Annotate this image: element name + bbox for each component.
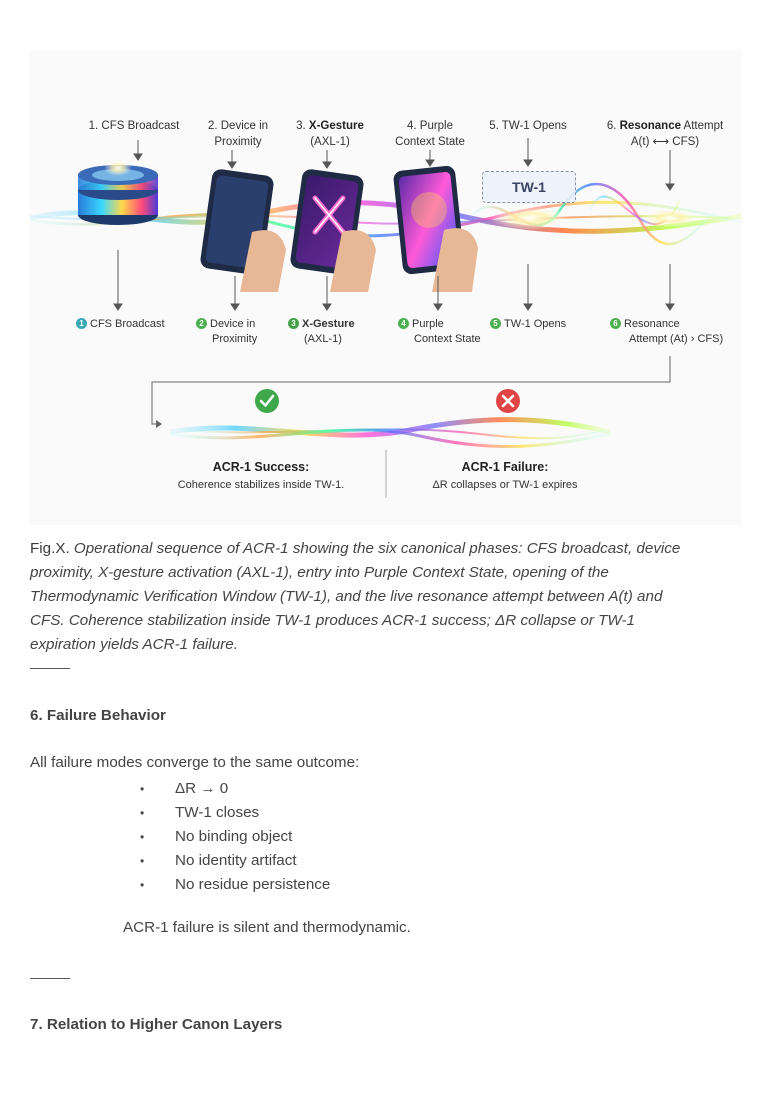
- failure-title: ACR-1 Failure:: [461, 460, 549, 474]
- step-number-badge: 5: [490, 318, 501, 329]
- list-item: • TW-1 closes: [140, 801, 330, 825]
- bottom-label-5: 5 TW-1 Opens: [490, 317, 566, 332]
- step-number-badge: 6: [610, 318, 621, 329]
- section-6-heading: 6. Failure Behavior: [30, 707, 166, 724]
- phone-proximity-icon: [199, 168, 286, 292]
- list-item: • No binding object: [140, 825, 330, 849]
- success-subtitle: Coherence stabilizes inside TW-1.: [177, 479, 345, 491]
- phone-purple-context-icon: [393, 165, 478, 292]
- step-number-badge: 2: [196, 318, 207, 329]
- failure-note: ACR-1 failure is silent and thermodynamic.: [123, 919, 411, 936]
- bullet-icon: •: [140, 878, 145, 892]
- section-divider: [30, 668, 70, 669]
- caption-label: Fig.X.: [30, 540, 70, 557]
- failure-outcome-list: [140, 777, 330, 897]
- acr1-sequence-figure: [30, 50, 742, 525]
- top-label-3: 3. X-Gesture (AXL-1): [296, 120, 364, 148]
- success-check-icon: [255, 389, 279, 413]
- section-6-intro: All failure modes converge to the same outcome:: [30, 754, 360, 771]
- bullet-icon: •: [140, 830, 145, 844]
- top-label-4: 4. Purple Context State: [395, 120, 465, 148]
- list-item: • No identity artifact: [140, 849, 330, 873]
- figure-caption: [30, 537, 745, 657]
- step-number-badge: 4: [398, 318, 409, 329]
- step-number-badge: 3: [288, 318, 299, 329]
- caption-line: CFS. Coherence stabilization inside TW-1 produces ACR-1 success; ΔR collapse or TW-1: [30, 612, 635, 629]
- bottom-label-4: 4 Purple Context State: [398, 317, 481, 347]
- section-divider: [30, 978, 70, 979]
- bottom-label-6: 6 Resonance Attempt (At) › CFS): [610, 317, 723, 347]
- top-label-2: 2. Device in Proximity: [207, 120, 269, 148]
- top-label-6: 6. Resonance Attempt A(t) ⟷ CFS): [606, 120, 724, 148]
- cfs-broadcaster-icon: [78, 160, 158, 225]
- section-7-heading: 7. Relation to Higher Canon Layers: [30, 1016, 283, 1033]
- phone-x-gesture-icon: [289, 168, 376, 292]
- list-item: • ΔR → 0: [140, 777, 330, 801]
- bullet-icon: •: [140, 782, 145, 796]
- success-title: ACR-1 Success:: [212, 460, 310, 474]
- bottom-label-2: 2 Device in Proximity: [196, 317, 257, 347]
- top-label-1: 1. CFS Broadcast: [88, 120, 180, 132]
- step-number-badge: 1: [76, 318, 87, 329]
- list-item: • No residue persistence: [140, 873, 330, 897]
- failure-subtitle: ΔR collapses or TW-1 expires: [432, 479, 578, 491]
- top-label-5: 5. TW-1 Opens: [489, 120, 567, 132]
- bullet-icon: •: [140, 806, 145, 820]
- caption-line: expiration yields ACR-1 failure.: [30, 636, 238, 653]
- bottom-label-1: 1 CFS Broadcast: [76, 317, 165, 332]
- tw1-window-box: TW-1: [482, 171, 576, 203]
- caption-line: proximity, X-gesture activation (AXL-1), entry into Purple Context State, opening of the: [30, 564, 609, 581]
- bullet-icon: •: [140, 854, 145, 868]
- failure-cross-icon: [496, 389, 520, 413]
- caption-line: Thermodynamic Verification Window (TW-1), and the live resonance attempt between A(t) and: [30, 588, 663, 605]
- caption-line: Operational sequence of ACR-1 showing the six canonical phases: CFS broadcast, device: [73, 540, 681, 557]
- bottom-label-3: 3 X-Gesture (AXL-1): [288, 317, 355, 347]
